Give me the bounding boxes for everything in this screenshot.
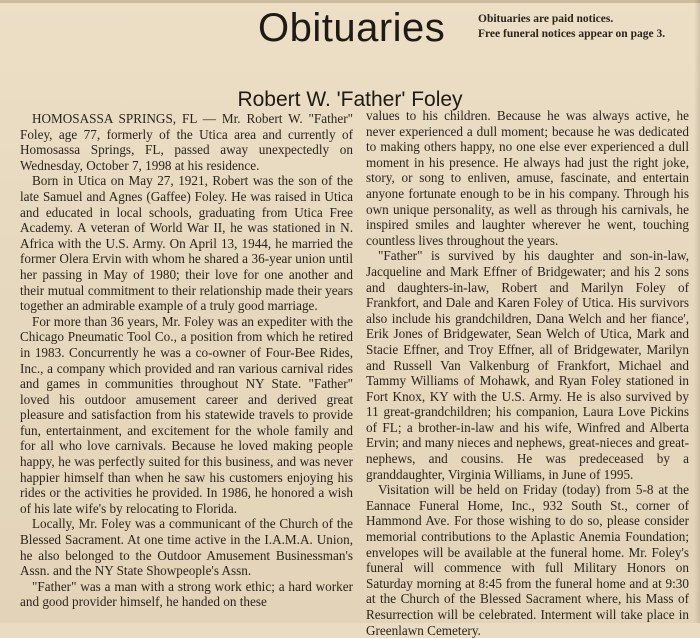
article-paragraph: "Father" is survived by his daughter and son-in-law, Jacqueline and Mark Effner of Bridgewater; and his 2 sons and daughters-in-law, Robert and Marilyn Foley of Frankfort, and Dale and Karen Foley of Utica. His survivors also include his grandchildren, Dana Welch and her fiance', Erik Jones of Bridgewater, Sean Welch of Utica, Mark and Stacie Effner, and Troy Effner, all of Bridgewater, Marilyn and Russell Van Valkenburg of Frankfort, Michael and Tammy Williams of Mohawk, and Ryan Foley stationed in Fort Knox, KY with the U.S. Army. He is also survived by 11 great-grandchildren; his companion, Laura Love Pickins of FL; a brother-in-law and his wife, Winfred and Alberta Ervin; and many nieces and nephews, great-nieces and great-nephews, and cousins. He was predeceased by a granddaughter, Virginia Williams, in June of 1995.	[366, 248, 689, 482]
article-paragraph: "Father" was a man with a strong work ethic; a hard worker and good provider himself, he handed on these	[20, 578, 353, 610]
article-column-right	[366, 108, 689, 638]
note-line-1: Obituaries are paid notices.	[478, 13, 614, 25]
section-title: Obituaries	[258, 6, 446, 50]
article-column-left	[20, 111, 353, 610]
top-rule	[0, 0, 700, 3]
paper-edge-shadow	[694, 0, 700, 623]
obituary-headline: Robert W. 'Father' Foley	[237, 88, 463, 111]
article-paragraph: Born in Utica on May 27, 1921, Robert was the son of the late Samuel and Agnes (Gaffee) Foley. He was raised in Utica and educated in local schools, graduating from Utica Free Academy. A veteran of World War II, he was stationed in N. Africa with the U.S. Army. On April 13, 1944, he married the former Olera Ervin with whom he shared a 36-year union until her passing in May of 1980; their love for one another and their mutual commitment to their relationship made their years together an admirable example of a truly good marriage.	[20, 173, 353, 314]
note-line-2: Free funeral notices appear on page 3.	[478, 28, 666, 40]
article-paragraph: HOMOSASSA SPRINGS, FL — Mr. Robert W. "Father" Foley, age 77, formerly of the Utica area and currently of Homosassa Springs, FL, passed away unexpectedly on Wednesday, October 7, 1998 at his residence.	[20, 111, 353, 173]
paid-notice-note	[478, 12, 698, 42]
article-paragraph: Locally, Mr. Foley was a communicant of the Church of the Blessed Sacrament. At one time active in the I.A.M.A. Union, he also belonged to the Outdoor Amusement Businessman's Assn. and the NY State Showpeople's Assn.	[20, 516, 353, 579]
article-paragraph: Visitation will be held on Friday (today) from 5-8 at the Eannace Funeral Home, Inc., 932 South St., corner of Hammond Ave. For those wishing to do so, please consider memorial contributions to the Aplastic Anemia Foundation; envelopes will be available at the funeral home. Mr. Foley's funeral will commence with full Military Honors on Saturday morning at 8:45 from the funeral home and at 9:30 at the Church of the Blessed Sacrament where, his Mass of Resurrection will be celebrated. Interment will take place in Greenlawn Cemetery.	[366, 482, 689, 638]
article-paragraph: For more than 36 years, Mr. Foley was an expediter with the Chicago Pneumatic Tool Co., a position from which he retired in 1983. Concurrently he was a co-owner of Four-Bee Rides, Inc., a company which provided and ran various carnival rides and games in communities throughout NY State. "Father" loved his outdoor amusement career and derived great pleasure and satisfaction from his statewide travels to provide fun, entertainment, and excitement for the whole family and for all who love carnivals. Because he loved making people happy, he was perfectly suited for this business, and was never happier himself than when he saw his customers enjoying his rides or the activities he provided. In 1986, he honored a wish of his late wife's by relocating to Florida.	[20, 313, 353, 516]
article-paragraph-continued: values to his children. Because he was always active, he never experienced a dull moment; because he was dedicated to making others happy, no one else ever experienced a dull moment in his presence. He always had just the right joke, story, or song to enliven, amuse, fascinate, and entertain anyone fortunate enough to be in his company. Through his own unique personality, as well as through his carnivals, he inspired smiles and laughter wherever he went, touching countless lives throughout the years.	[366, 108, 689, 248]
